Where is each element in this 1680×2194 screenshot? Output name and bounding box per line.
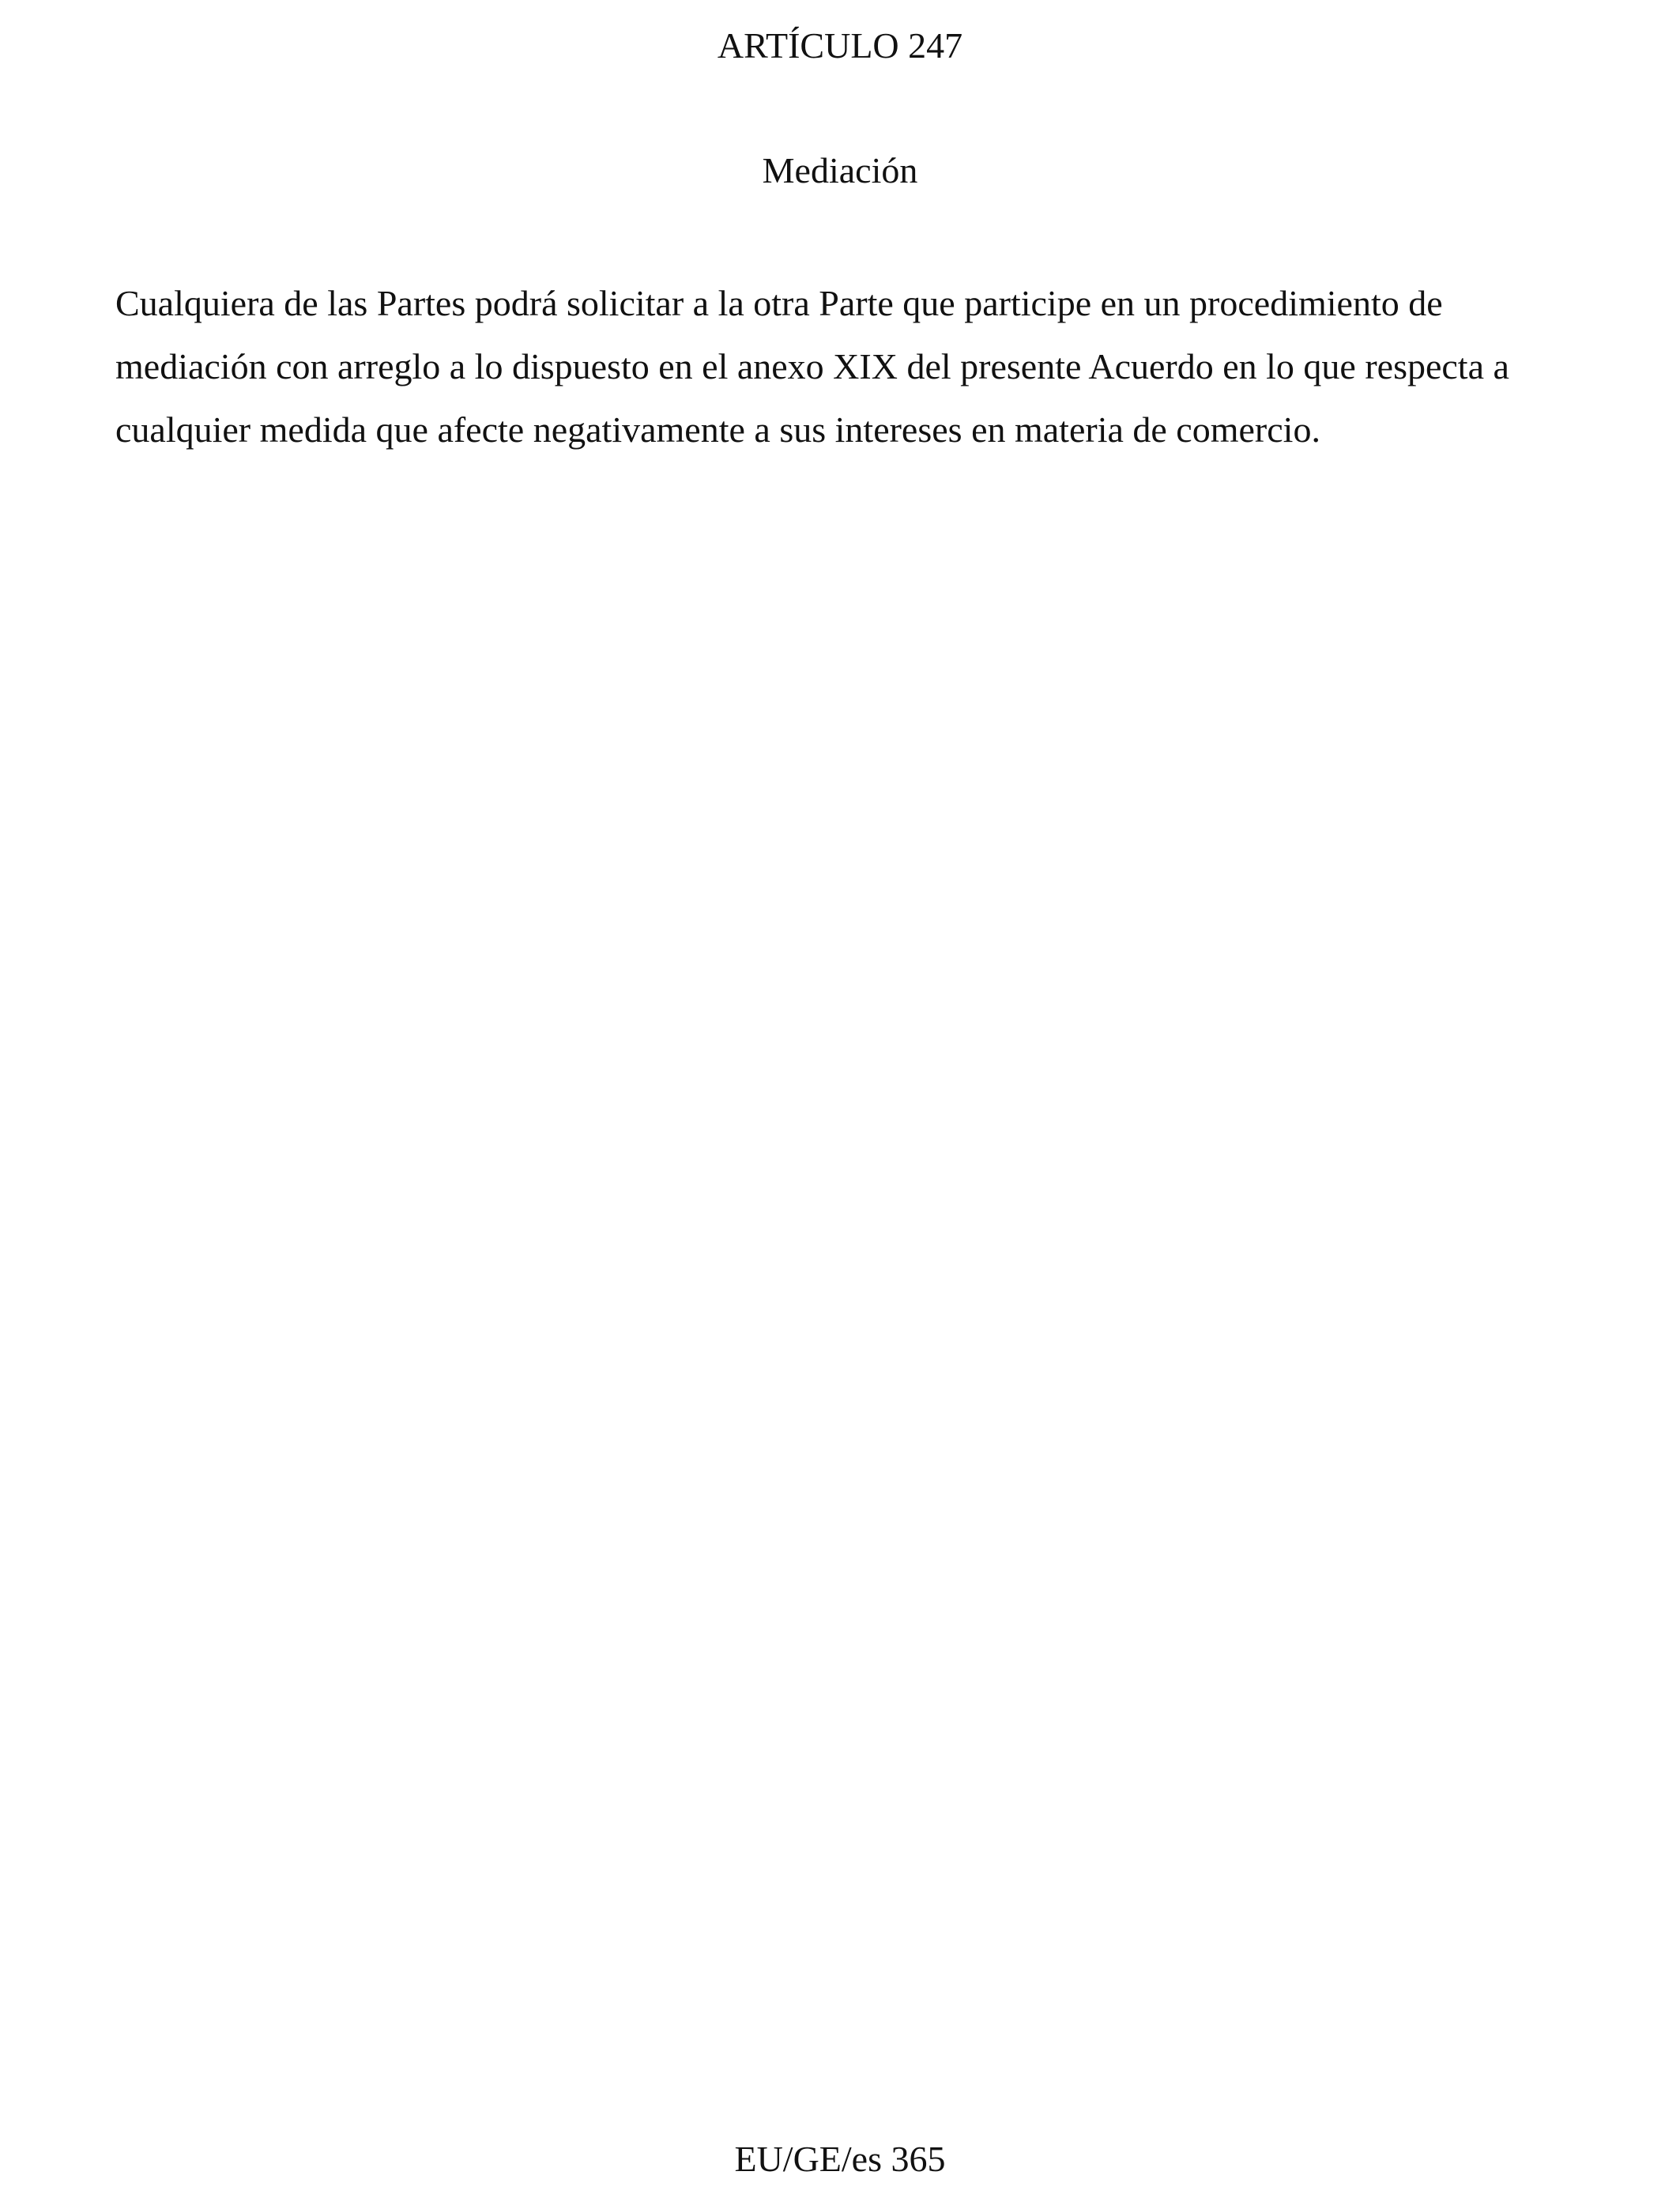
article-title-heading: Mediación: [762, 150, 918, 190]
article-number-heading: ARTÍCULO 247: [717, 25, 963, 66]
body-line-3: cualquier medida que afecte negativamente a sus intereses en materia de comercio.: [115, 409, 1320, 450]
body-line-2: mediación con arreglo a lo dispuesto en el anexo XIX del presente Acuerdo en lo que respecta a: [115, 346, 1509, 386]
page-footer-reference: EU/GE/es 365: [734, 2139, 946, 2179]
body-line-1: Cualquiera de las Partes podrá solicitar a la otra Parte que participe en un procedimiento de: [115, 283, 1443, 323]
article-body-paragraph: [115, 272, 1577, 462]
